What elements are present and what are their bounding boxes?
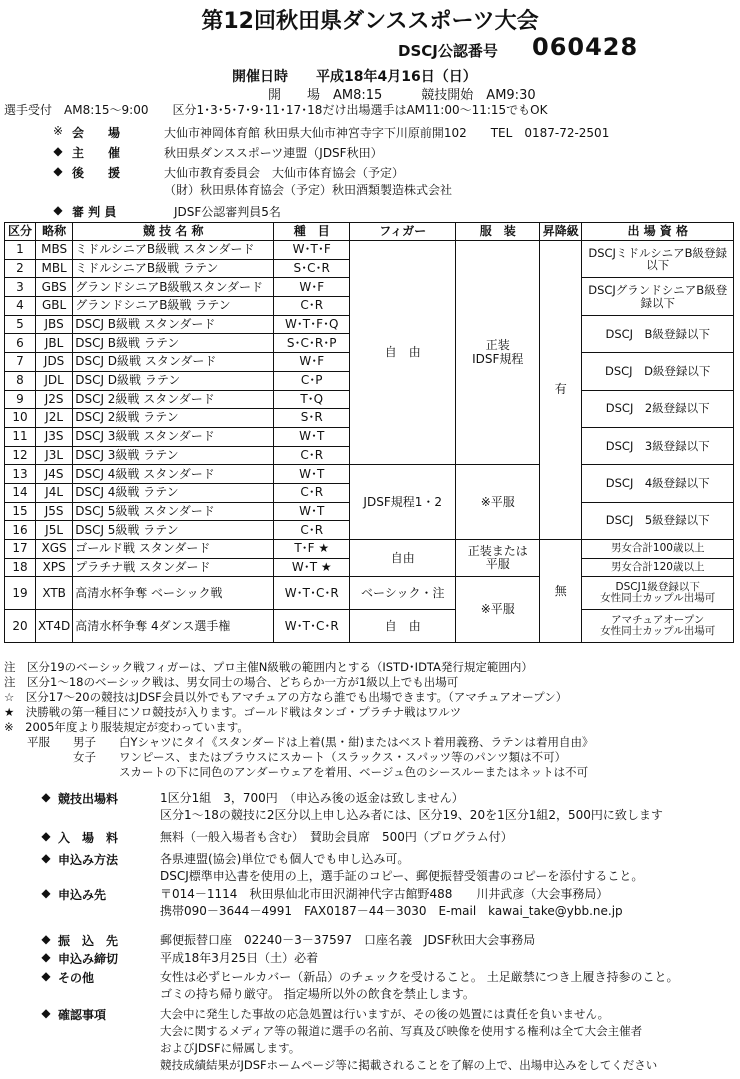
row-code: J3S [36,427,73,446]
table-header-row [5,223,734,241]
row-event: W･F [274,278,350,297]
header-dress: 服 装 [456,223,540,241]
page-title: 第12回秋田県ダンススポーツ大会 [201,9,539,34]
row-code: J4S [36,465,73,484]
row-name: DSCJ 4級戦 スタンダード [73,465,274,484]
row-code: J3L [36,446,73,465]
info-label: 後 援 [72,166,121,180]
row-event: T･F ★ [274,540,350,559]
qual-3: DSCJ 3級登録以下 [582,427,734,464]
qual-basic-line2: 女性同士カップル出場可 [600,592,716,605]
note-line: ★ 決勝戦の第一種目にソロ競技が入ります。ゴールド戦はタンゴ・プラチナ戦はワルツ [4,705,462,719]
qual-100: 男女合計100歳以上 [582,540,734,559]
header-figure: フィガー [350,223,456,241]
row-name: プラチナ戦 スタンダード [73,558,274,577]
notes-block [4,660,594,780]
figure-basic: ベーシック・注 [350,577,456,610]
row-no: 19 [5,577,36,610]
figure-free: 自 由 [350,241,456,465]
section-line: 携帯090－3644－4991 FAX0187－44－3030 E-mail kawai_take@ybb.ne.jp [160,904,623,918]
section-line: 女性は必ずヒールカバー（新品）のチェックを受けること。 土足厳禁につき上履き持参のこと。 [160,970,679,984]
row-code: MBS [36,241,73,260]
row-no: 4 [5,297,36,316]
grade-no: 無 [540,540,582,643]
table-row [5,241,734,260]
row-code: J5L [36,521,73,540]
info-value: （財）秋田県体育協会（予定）秋田酒類製造株式会社 [164,183,453,197]
section-mark: ◆ [41,790,51,804]
note-line: 女子 ワンピース、またはブラウスにスカート（スラックス・スパッツ等のパンツ類は不可） [4,750,567,764]
row-no: 8 [5,371,36,390]
section-line: 区分1～18の競技に2区分以上申し込み者には、区分19、20を1区分1組2，500円に致します [160,808,663,822]
note-line: 注 区分1～18のベーシック戦は、男女同士の場合、どちらか一方が1級以上でも出場可 [4,675,459,689]
row-name: グランドシニアB級戦 ラテン [73,297,274,316]
section-label: 申込み方法 [58,853,119,867]
table-row [5,540,734,559]
row-name: DSCJ 2級戦 スタンダード [73,390,274,409]
row-event: S･R [274,409,350,428]
section-line: 1区分1組 3，700円 （申込み後の返金は致しません） [160,791,464,805]
header-grade: 昇降級 [540,223,582,241]
row-code: XT4D [36,610,73,643]
qual-b: DSCJ B級登録以下 [582,315,734,352]
info-mark: ◆ [53,164,63,178]
info-value: 秋田県ダンススポーツ連盟（JDSF秋田） [164,146,383,160]
info-value: 大仙市教育委員会 大仙市体育協会（予定） [164,166,405,180]
qual-basic-line1: DSCJ1級登録以下 [615,580,700,593]
header-no: 区分 [5,223,36,241]
dress-formal-or-line2: 平服 [485,557,510,572]
section-line: 無料（一般入場者も含む） 賛助会員席 500円（プログラム付） [160,830,513,844]
section-mark: ◆ [41,1006,51,1020]
dscj-number-label: DSCJ公認番号 [398,42,498,60]
row-name: DSCJ B級戦 スタンダード [73,315,274,334]
row-event: T･Q [274,390,350,409]
row-code: J2L [36,409,73,428]
row-event: C･R [274,297,350,316]
row-name: DSCJ 4級戦 ラテン [73,483,274,502]
row-no: 1 [5,241,36,260]
table-row [5,577,734,610]
qual-open-line2: 女性同士カップル出場可 [600,625,716,638]
section-label: 申込み先 [58,888,107,902]
event-date: 開催日時 平成18年4月16日（日） [232,69,477,85]
row-code: J5S [36,502,73,521]
note-line: ☆ 区分17～20の競技はJDSF会員以外でもアマチュアの方なら誰でも出場できます。（アマチュアオープン） [4,690,568,704]
qual-open [582,610,734,643]
row-no: 2 [5,259,36,278]
row-code: JBS [36,315,73,334]
row-code: XTB [36,577,73,610]
row-no: 5 [5,315,36,334]
qual-basic [582,577,734,610]
row-event: W･T･C･R [274,577,350,610]
section-label: 振 込 先 [58,934,119,948]
section-label: 入 場 料 [58,831,119,845]
row-no: 7 [5,353,36,372]
row-no: 6 [5,334,36,353]
row-no: 9 [5,390,36,409]
row-event: W･T [274,427,350,446]
row-no: 11 [5,427,36,446]
info-value: 大仙市神岡体育館 秋田県大仙市神宮寺字下川原前開102 TEL 0187-72-2501 [164,126,610,140]
row-event: W･T･F･Q [274,315,350,334]
row-name: DSCJ D級戦 スタンダード [73,353,274,372]
row-code: XPS [36,558,73,577]
qual-120: 男女合計120歳以上 [582,558,734,577]
section-line: 大会中に発生した事故の応急処置は行いますが、その後の処置には責任を負いません。 [160,1007,610,1021]
row-event: W･T [274,465,350,484]
competition-table [4,222,734,643]
row-name: DSCJ 2級戦 ラテン [73,409,274,428]
dress-formal-line2: IDSF規程 [472,351,524,366]
qual-d: DSCJ D級登録以下 [582,353,734,390]
row-code: MBL [36,259,73,278]
info-label: 審 判 員 [72,205,117,219]
row-no: 15 [5,502,36,521]
row-name: グランドシニアB級戦スタンダード [73,278,274,297]
info-mark: ◆ [53,144,63,158]
section-label: 確認事項 [58,1008,107,1022]
row-event: C･R [274,446,350,465]
info-mark: ※ [52,124,64,138]
section-mark: ◆ [41,950,51,964]
qual-middle-senior: DSCJミドルシニアB級登録以下 [582,241,734,278]
figure-free-gold: 自由 [350,540,456,577]
header-qualification: 出 場 資 格 [582,223,734,241]
row-event: W･T･F [274,241,350,260]
qual-4: DSCJ 4級登録以下 [582,465,734,502]
section-mark: ◆ [41,851,51,865]
qual-open-line1: アマチュアオープン [611,613,705,626]
section-line: 各県連盟(協会)単位でも個人でも申し込み可。 [160,852,410,866]
row-no: 13 [5,465,36,484]
section-label: 申込み締切 [58,952,119,966]
row-name: 高清水杯争奪 ベーシック戦 [73,577,274,610]
row-event: C･R [274,521,350,540]
row-code: GBL [36,297,73,316]
row-name: ミドルシニアB級戦 スタンダード [73,241,274,260]
section-label: その他 [58,971,95,985]
figure-jdsf: JDSF規程1・2 [350,465,456,540]
row-code: JBL [36,334,73,353]
dress-casual-2: ※平服 [456,577,540,643]
dress-formal-line1: 正装 [485,338,510,353]
note-line: スカートの下に同色のアンダーウェアを着用、ベージュ色のシースルーまたはネットは不可 [4,765,589,779]
row-no: 16 [5,521,36,540]
note-line: ※ 2005年度より服装規定が変わっています。 [4,720,249,734]
row-code: GBS [36,278,73,297]
info-value: JDSF公認審判員5名 [174,205,281,219]
qual-5: DSCJ 5級登録以下 [582,502,734,539]
section-line: DSCJ標準申込書を使用の上，選手証のコピー、郵便振替受領書のコピーを添付すること。 [160,869,644,883]
row-event: S･C･R [274,259,350,278]
info-mark: ◆ [53,203,63,217]
dress-formal-or-line1: 正装または [467,544,528,558]
info-label: 主 催 [72,146,121,160]
section-line: 大会に関するメディア等の報道に選手の名前、写真及び映像を使用する権利は全て大会主催者 [160,1024,643,1038]
row-event: W･T･C･R [274,610,350,643]
row-event: S･C･R･P [274,334,350,353]
qual-2: DSCJ 2級登録以下 [582,390,734,427]
reception-time: 選手受付 AM8:15～9:00 区分1･3･5･7･9･11･17･18だけ出場選手はAM11:00～11:15でもOK [4,103,548,117]
qual-grand-senior: DSCJグランドシニアB級登録以下 [582,278,734,315]
header-name: 競 技 名 称 [73,223,274,241]
row-name: DSCJ 5級戦 ラテン [73,521,274,540]
dress-casual: ※平服 [456,465,540,540]
section-line: 平成18年3月25日（土）必着 [160,951,319,965]
row-event: W･T ★ [274,558,350,577]
section-mark: ◆ [41,969,51,983]
header-code: 略称 [36,223,73,241]
row-event: C･P [274,371,350,390]
row-no: 18 [5,558,36,577]
header-event: 種 目 [274,223,350,241]
section-mark: ◆ [41,886,51,900]
open-time: 開 場 AM8:15 競技開始 AM9:30 [268,88,536,103]
row-code: JDS [36,353,73,372]
section-label: 競技出場料 [58,792,119,806]
row-no: 3 [5,278,36,297]
dress-formal [456,241,540,465]
row-code: J2S [36,390,73,409]
dscj-number-value: 060428 [532,33,639,61]
row-name: ゴールド戦 スタンダード [73,540,274,559]
row-no: 14 [5,483,36,502]
section-mark: ◆ [41,829,51,843]
row-name: DSCJ B級戦 ラテン [73,334,274,353]
row-event: W･T [274,502,350,521]
row-name: ミドルシニアB級戦 ラテン [73,259,274,278]
row-name: 高清水杯争奪 4ダンス選手権 [73,610,274,643]
row-name: DSCJ D級戦 ラテン [73,371,274,390]
note-line: 注 区分19のベーシック戦フィガーは、プロ主催N級戦の範囲内とする（ISTD･IDTA発行規定範囲内） [4,660,533,674]
figure-free-4dance: 自 由 [350,610,456,643]
section-line: 郵便振替口座 02240－3－37597 口座名義 JDSF秋田大会事務局 [160,933,536,947]
row-event: W･F [274,353,350,372]
row-code: JDL [36,371,73,390]
section-line: 競技成績結果がJDSFホームページ等に掲載されることを了解の上で、出場申込みをしてください [160,1058,658,1072]
row-name: DSCJ 5級戦 スタンダード [73,502,274,521]
row-no: 20 [5,610,36,643]
row-no: 17 [5,540,36,559]
row-no: 10 [5,409,36,428]
note-line: 平服 男子 白Yシャツにタイ《スタンダードは上着(黒・紺)またはベスト着用義務、ラテンは着用自由》 [4,735,594,749]
dress-formal-or-casual [456,540,540,577]
row-event: C･R [274,483,350,502]
row-code: J4L [36,483,73,502]
section-mark: ◆ [41,932,51,946]
row-name: DSCJ 3級戦 スタンダード [73,427,274,446]
table-row [5,465,734,484]
row-code: XGS [36,540,73,559]
row-name: DSCJ 3級戦 ラテン [73,446,274,465]
section-line: およびJDSFに帰属します。 [160,1041,301,1055]
table-row [5,610,734,643]
row-no: 12 [5,446,36,465]
grade-yes: 有 [540,241,582,540]
section-line: 〒014－1114 秋田県仙北市田沢湖神代字古館野488 川井武彦（大会事務局） [160,887,609,901]
info-label: 会 場 [72,126,121,140]
section-line: ゴミの持ち帰り厳守。 指定場所以外の飲食を禁止します。 [160,987,475,1001]
